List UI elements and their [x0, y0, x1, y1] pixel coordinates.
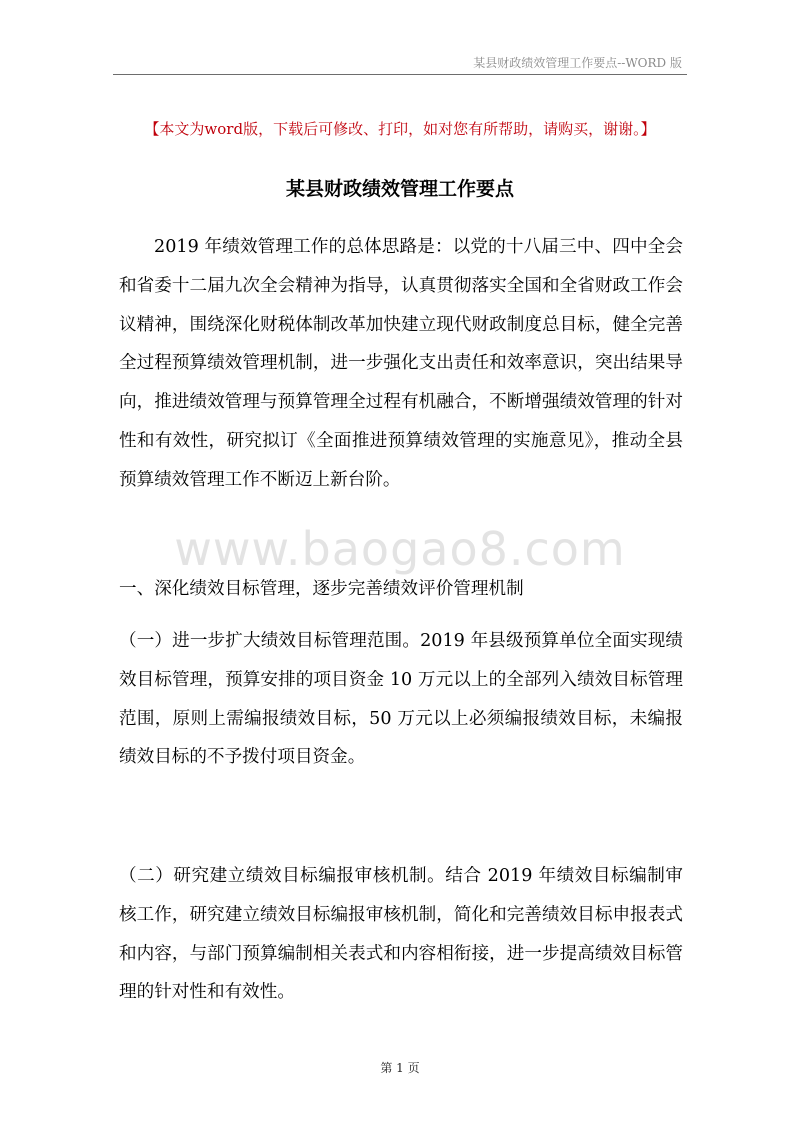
header-rule — [113, 74, 687, 75]
watermark-text: www.baogao8.com — [174, 522, 626, 576]
running-header: 某县财政绩效管理工作要点--WORD 版 — [473, 56, 682, 70]
item-two-paragraph: （二）研究建立绩效目标编报审核机制。结合 2019 年绩效目标编制审核工作，研究建立绩效目标编报审核机制，简化和完善绩效目标申报表式和内容，与部门预算编制相关表式和内容相衔接，进一步提高绩效目标管理的针对性和有效性。 — [119, 866, 683, 1003]
section-heading: 一、深化绩效目标管理，逐步完善绩效评价管理机制 — [119, 579, 524, 599]
intro-paragraph: 2019 年绩效管理工作的总体思路是：以党的十八届三中、四中全会和省委十二届九次全会精神为指导，认真贯彻落实全国和全省财政工作会议精神，围绕深化财税体制改革加快建立现代财政制度总目标，健全完善全过程预算绩效管理机制，进一步强化支出责任和效率意识，突出结果导向，推进绩效管理与预算管理全过程有机融合，不断增强绩效管理的针对性和有效性，研究拟订《全面推进预算绩效管理的实施意见》，推动全县预算绩效管理工作不断迈上新台阶。 — [119, 237, 683, 490]
item-one-paragraph: （一）进一步扩大绩效目标管理范围。2019 年县级预算单位全面实现绩效目标管理，预算安排的项目资金 10 万元以上的全部列入绩效目标管理范围，原则上需编报绩效目标，50 万元以上必须编报绩效目标，未编报绩效目标的不予拨付项目资金。 — [119, 631, 683, 768]
page-number: 第 1 页 — [380, 1061, 420, 1075]
document-title: 某县财政绩效管理工作要点 — [285, 178, 514, 200]
download-notice: 【本文为word版，下载后可修改、打印，如对您有所帮助，请购买，谢谢。】 — [144, 120, 656, 138]
